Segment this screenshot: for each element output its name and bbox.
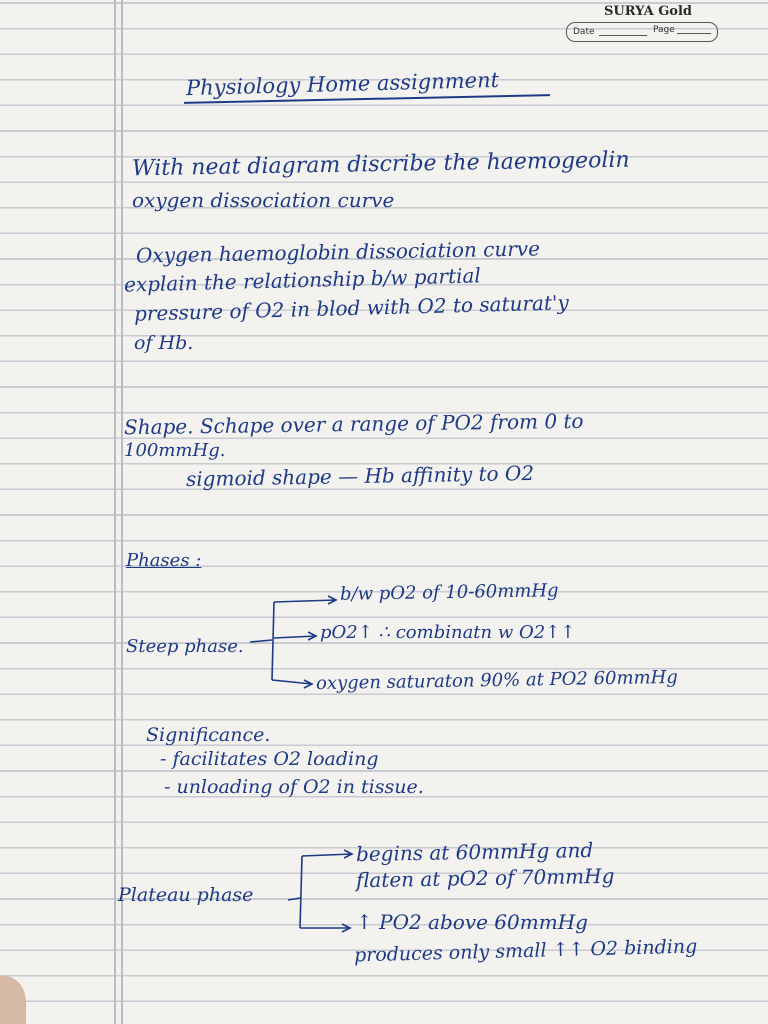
date-label: Date — [573, 27, 595, 37]
plateau-branch-1-line-2: flaten at pO2 of 70mmHg — [355, 863, 615, 893]
significance-item-1: - facilitates O2 loading — [160, 748, 379, 770]
plateau-arrow-2 — [300, 924, 350, 932]
question-line-2: oxygen dissociation curve — [132, 188, 395, 212]
shape-line-1: Shape. Schape over a range of PO2 from 0 to — [123, 408, 584, 440]
shape-line-3: sigmoid shape — Hb affinity to O2 — [185, 460, 535, 492]
definition-line-1: Oxygen haemoglobin dissociation curve — [135, 236, 541, 268]
plateau-bracket-stem — [288, 898, 300, 900]
steep-branch-1: b/w pO2 of 10-60mmHg — [339, 580, 559, 605]
definition-line-2: explain the relationship b/w partial — [123, 263, 482, 297]
plateau-arrow-1 — [302, 850, 352, 858]
phases-heading: Phases : — [126, 550, 202, 571]
steep-branch-3: oxygen saturaton 90% at PO2 60mmHg — [315, 666, 679, 695]
plateau-bracket-vertical — [300, 856, 302, 928]
steep-bracket-stem — [250, 640, 272, 642]
page-blank-line — [677, 33, 711, 34]
margin-line-right — [121, 0, 123, 1024]
significance-heading: Significance. — [146, 724, 271, 746]
page-label: Page — [653, 25, 675, 35]
thumb-edge — [0, 976, 26, 1024]
date-page-box — [566, 22, 718, 42]
plateau-phase-label: Plateau phase — [118, 884, 254, 906]
plateau-branch-2-line-1: ↑ PO2 above 60mmHg — [356, 910, 588, 934]
page-title: Physiology Home assignment — [185, 67, 500, 101]
steep-bracket-vertical — [272, 602, 274, 680]
steep-arrow-3 — [272, 680, 312, 688]
margin-line-left — [114, 0, 116, 1024]
steep-phase-label: Steep phase. — [126, 636, 244, 657]
definition-line-3: pressure of O2 in blod with O2 to saturat'y — [133, 290, 570, 326]
plateau-branch-2-line-2: produces only small ↑↑ O2 binding — [353, 935, 698, 967]
steep-arrow-1 — [274, 596, 336, 604]
significance-item-2: - unloading of O2 in tissue. — [164, 776, 424, 798]
notebook-brand: SURYA Gold — [604, 4, 692, 19]
shape-line-2: 100mmHg. — [124, 440, 226, 461]
question-line-1: With neat diagram discribe the haemogeolin — [131, 147, 630, 182]
definition-line-4: of Hb. — [134, 332, 194, 354]
plateau-branch-1-line-1: begins at 60mmHg and — [355, 837, 594, 867]
date-blank-line — [599, 35, 647, 36]
steep-arrow-2 — [274, 632, 316, 640]
steep-branch-2: pO2↑ ∴ combinatn w O2↑↑ — [320, 622, 576, 643]
